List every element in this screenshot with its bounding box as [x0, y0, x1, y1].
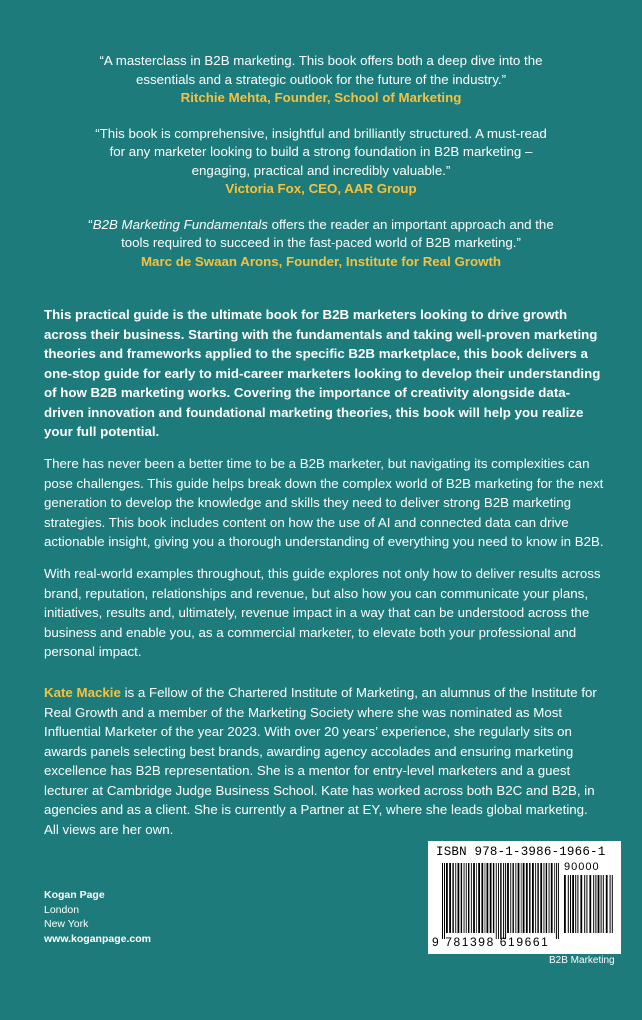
barcode-bar [537, 863, 538, 933]
author-bio-text: is a Fellow of the Chartered Institute of Marketing, an alumnus of the Institute for Real Growth and a member of the Marketing Society where she was nominated as Most Influential Marketer of the year 2023. With over 20 years’ experience, she regularly sits on awards panels selecting best brands, awarding agency accolades and ensuring marketing excellence has B2B representation. She is a mentor for entry-level marketers and a guest lecturer at Cambridge Judge Business School. Kate has worked across both B2C and B2B, in agencies and as a client. She is currently a Partner at EY, where she leads global marketing. All views are her own. [44, 685, 597, 837]
endorsement-quote [86, 216, 556, 272]
barcode-bar [603, 875, 604, 933]
quote-attribution: Ritchie Mehta, Founder, School of Marketing [180, 90, 462, 105]
barcode-bar [518, 863, 520, 933]
quote-text-rest: offers the reader an important approach and the tools required to succeed in the fast-paced world of B2B marketing.” [121, 216, 554, 250]
quote-attribution: Marc de Swaan Arons, Founder, Institute for Real Growth [140, 253, 502, 269]
barcode-bar [610, 875, 611, 933]
barcode-bar [556, 863, 557, 939]
barcode-bar [593, 875, 594, 933]
publisher-city: London [44, 903, 80, 916]
barcode-bar [446, 863, 448, 933]
barcode-bar [568, 875, 569, 933]
barcode-bar [468, 863, 469, 933]
barcode-bar [526, 863, 528, 933]
barcode-bar [505, 863, 506, 939]
barcode-bar [521, 863, 522, 933]
barcode-bar [586, 875, 587, 933]
barcode-bar [529, 863, 530, 933]
quote-text: “This book is comprehensive, insightful and brilliantly structured. A must-read for any marketer looking to build a strong foundation in B2B marketing – engaging, practical and incredibly valuable.” [95, 125, 547, 178]
barcode-bar [442, 863, 443, 939]
barcode-bar [496, 863, 497, 939]
author-bio [44, 683, 604, 839]
barcode-bar [493, 863, 494, 933]
barcode-bar [570, 875, 571, 933]
barcode-bar [503, 863, 504, 939]
endorsements [0, 52, 642, 271]
barcode-bar [490, 863, 492, 933]
barcode-bar [558, 863, 559, 939]
barcode-bar [595, 875, 596, 933]
description-paragraph: There has never been a better time to be a B2B marketer, but navigating its complexities can pose challenges. This guide helps break down the complex world of B2B marketing for the next generation to develop the knowledge and skills they need to deliver strong B2B marketing strategies. This book includes content on how the use of AI and connected data can drive actionable insight, giving you a thorough understanding of everything you need to know in B2B. [44, 456, 604, 549]
barcode-bar [473, 863, 475, 933]
barcode-bar [458, 863, 460, 933]
barcode-bar [546, 863, 547, 933]
endorsement-quote [86, 52, 556, 108]
barcode-bar [584, 875, 585, 933]
barcode-bar [466, 863, 467, 933]
book-category: B2B Marketing [549, 955, 615, 966]
barcode-bar [523, 863, 525, 933]
barcode-bar [535, 863, 536, 933]
barcode-bar [551, 863, 553, 933]
barcode-bar [589, 875, 591, 933]
barcode-bar [540, 863, 542, 933]
barcode-bar [606, 875, 608, 933]
quote-book-title: B2B Marketing Fundamentals [92, 216, 268, 232]
barcode-bar [471, 863, 472, 933]
barcode-bar [452, 863, 453, 933]
barcode-bar [461, 863, 462, 933]
intro-paragraph: This practical guide is the ultimate book for B2B marketers looking to drive growth across their business. Starting with the fundamentals and taking well-proven marketing theories and frameworks applied to the specific B2B marketplace, this book delivers a one-stop guide for early to mid-career marketers looking to develop their understanding of how B2B marketing works. Covering the importance of creativity alongside data-driven innovation and foundational marketing theories, this book will help you realize your full potential. [44, 307, 601, 439]
barcode-bar [485, 863, 486, 933]
barcode-bar [444, 863, 445, 939]
barcode-bar [449, 863, 451, 933]
publisher-info [44, 888, 151, 946]
barcode-bar [575, 875, 576, 933]
barcode-bar [564, 875, 566, 933]
barcode-bar [577, 875, 578, 933]
barcode-bar [532, 863, 534, 933]
barcode-bar [601, 875, 602, 933]
barcode-bar [515, 863, 516, 933]
barcode-bar [544, 863, 545, 933]
description-paragraph: With real-world examples throughout, this guide explores not only how to deliver results across brand, reputation, relationships and revenue, but also how you can communicate your plans, initiatives, results and, ultimately, revenue impact in a way that can be understood across the business and enable you, as a commercial marketer, to elevate both your professional and personal impact. [44, 566, 601, 659]
author-name: Kate Mackie [44, 685, 121, 700]
barcode-number: 9 781398 619661 [432, 935, 550, 949]
barcode-bar [507, 863, 509, 933]
publisher-city: New York [44, 918, 89, 930]
barcode-bar [549, 863, 550, 933]
publisher-website: www.koganpage.com [44, 932, 151, 945]
barcode-bar [510, 863, 511, 933]
barcode-bar [455, 863, 456, 933]
barcode-bar [476, 863, 477, 933]
isbn-barcode [428, 841, 621, 954]
barcode-bar [500, 863, 501, 939]
barcode-bar [513, 863, 514, 933]
barcode-bar [554, 863, 555, 933]
quote-text: “A masterclass in B2B marketing. This book offers both a deep dive into the essentials and a strategic outlook for the future of the industry.” [99, 53, 543, 87]
endorsement-quote [91, 125, 551, 199]
barcode-bar [580, 875, 582, 933]
isbn-label: ISBN 978-1-3986-1966-1 [436, 845, 606, 859]
barcode-bar [498, 863, 499, 939]
quote-attribution: Victoria Fox, CEO, AAR Group [225, 181, 417, 196]
publisher-name: Kogan Page [44, 889, 105, 901]
barcode-bar [478, 863, 480, 933]
barcode-bar [464, 863, 465, 933]
barcode-addon: 90000 [564, 861, 600, 873]
barcode-bar [612, 875, 613, 933]
barcode-bar [598, 875, 600, 933]
barcode-bar [487, 863, 489, 933]
barcode-bar [481, 863, 483, 933]
quote-text: “B2B Marketing Fundamentals offers the reader an important approach and the tools required to succeed in the fast-paced world of B2B marketing.” [88, 216, 554, 250]
barcode-bar [572, 875, 574, 933]
